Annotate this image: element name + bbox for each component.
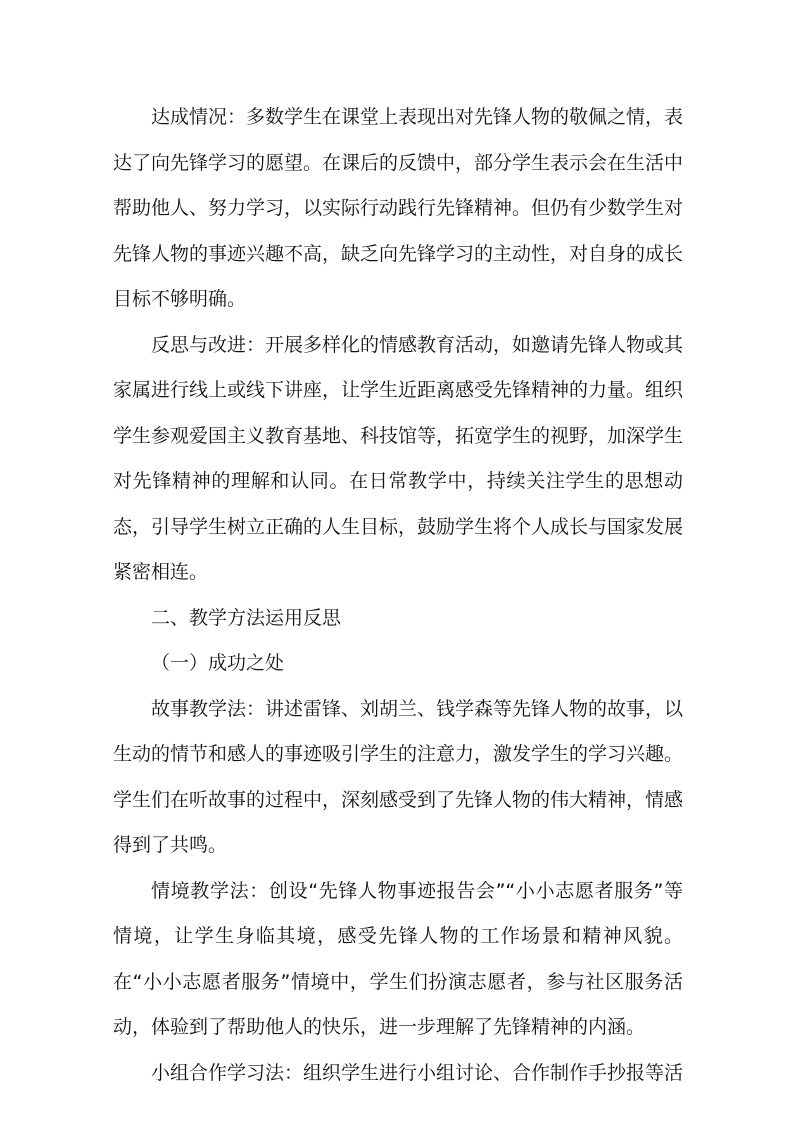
subsection-heading-successes: （一）成功之处 xyxy=(151,652,285,674)
paragraph-situational-method: 情境教学法：创设“先锋人物事迹报告会”“小小志愿者服务”等情境，让学生身临其境，感受先锋人物的工作场景和精神风貌。在“小小志愿者服务”情境中，学生们扮演志愿者，参与社区服务活动，体验到了帮助他人的快乐，进一步理解了先锋精神的内涵。 xyxy=(113,879,683,1038)
document-body xyxy=(113,95,683,1096)
paragraph-storytelling-method: 故事教学法：讲述雷锋、刘胡兰、钱学森等先锋人物的故事，以生动的情节和感人的事迹吸引学生的注意力，激发学生的学习兴趣。学生们在听故事的过程中，深刻感受到了先锋人物的伟大精神，情感得到了共鸣。 xyxy=(113,697,684,856)
paragraph-reflection-improvement: 反思与改进：开展多样化的情感教育活动，如邀请先锋人物或其家属进行线上或线下讲座，让学生近距离感受先锋精神的力量。组织学生参观爱国主义教育基地、科技馆等，拓宽学生的视野，加深学生对先锋精神的理解和认同。在日常教学中，持续关注学生的思想动态，引导学生树立正确的人生目标，鼓励学生将个人成长与国家发展紧密相连。 xyxy=(113,333,684,583)
section-heading-teaching-methods: 二、教学方法运用反思 xyxy=(151,606,342,629)
paragraph-achievement: 达成情况：多数学生在课堂上表现出对先锋人物的敬佩之情，表达了向先锋学习的愿望。在课后的反馈中，部分学生表示会在生活中帮助他人、努力学习，以实际行动践行先锋精神。但仍有少数学生对先锋人物的事迹兴趣不高，缺乏向先锋学习的主动性，对自身的成长目标不够明确。 xyxy=(113,106,684,310)
paragraph-group-cooperation-method: 小组合作学习法：组织学生进行小组讨论、合作制作手抄报等活 xyxy=(151,1061,684,1084)
